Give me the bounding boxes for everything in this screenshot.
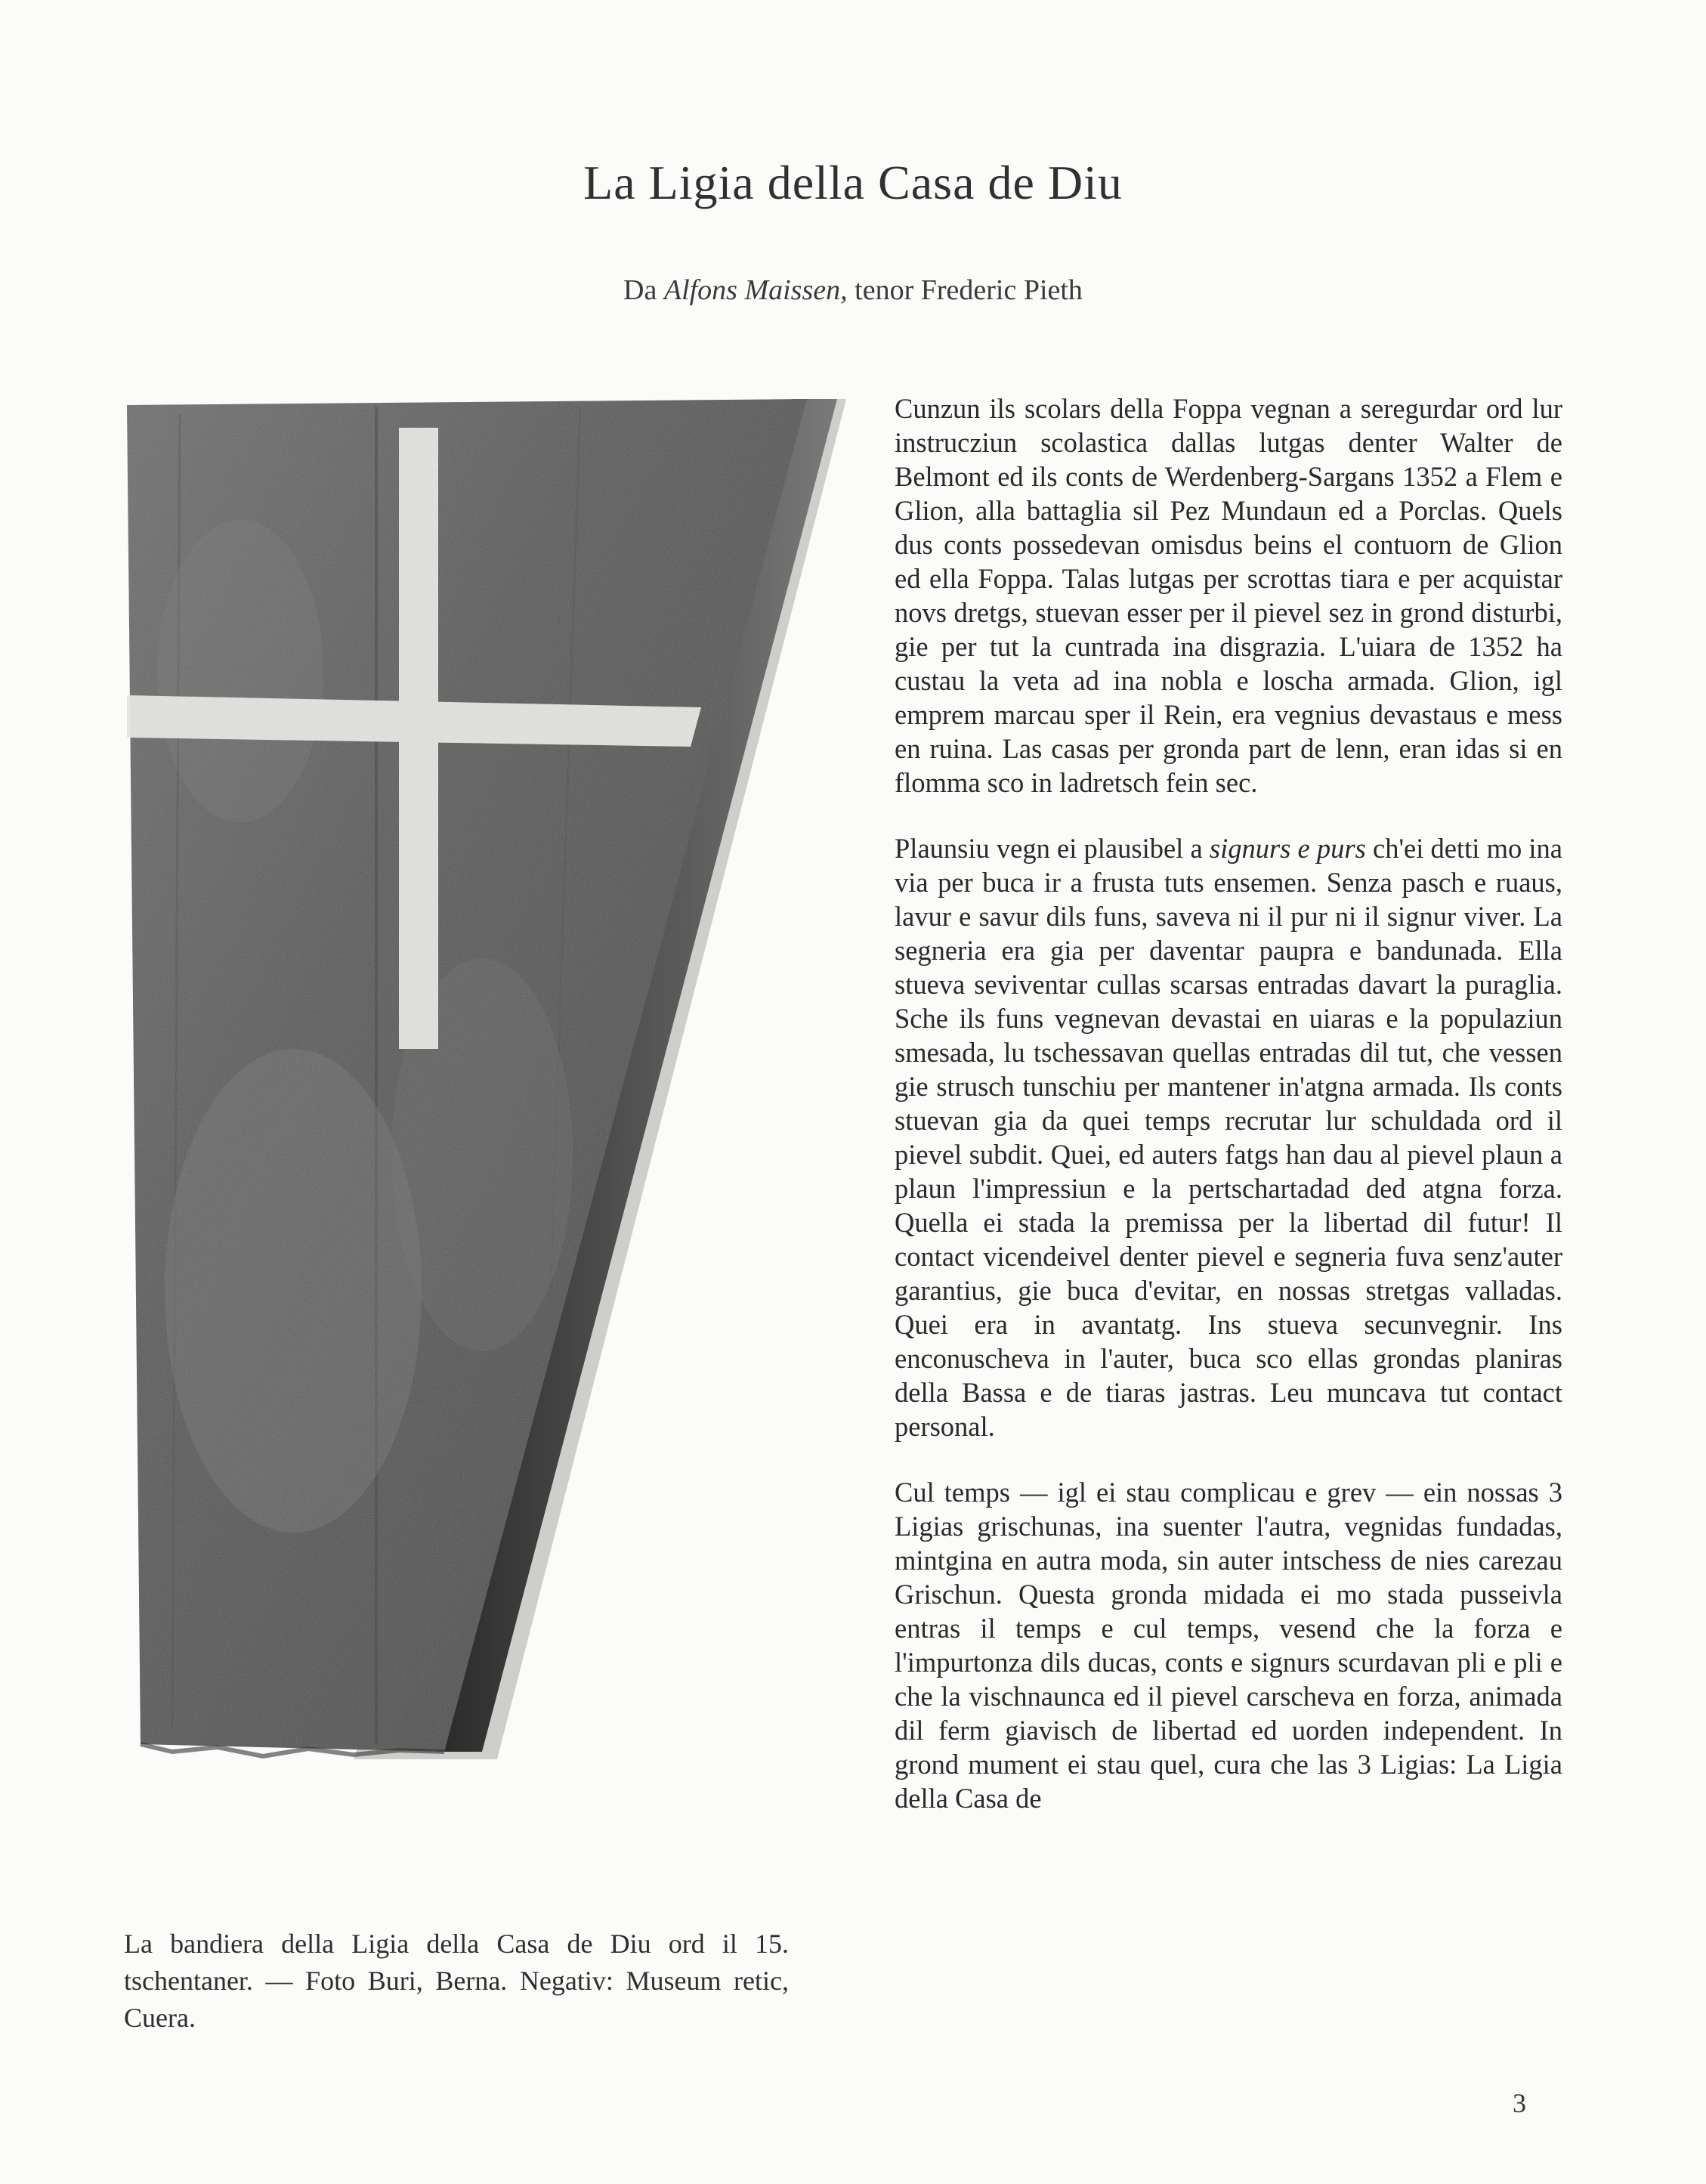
paragraph <box>895 1475 1562 1815</box>
article-body <box>895 391 1562 1847</box>
page-number: 3 <box>1513 2088 1526 2118</box>
paragraph-emphasis: signurs e purs <box>1209 833 1366 864</box>
paragraph-text: Cul temps — igl ei stau complicau e grev — ein nossas 3 Ligias grischunas, ina suenter l'autra, vegnidas fundadas, mintgina en autra moda, sin auter intschess de nies carezau Grischun. Questa gronda midada ei mo stada pusseivla entras il temps e cul temps, vesend che la forza e l'impurtonza dils ducas, conts e signurs scurdavan pli e pli e che la vischnaunca ed il pievel carscheva en forza, animada dil ferm giavisch de libertad ed uorden independent. In grond mument ei stau quel, cura che las 3 Ligias: La Ligia della Casa de <box>895 1477 1562 1814</box>
paragraph-text: ch'ei detti mo ina via per buca ir a frusta tuts ensemen. Senza pasch e ruaus, lavur e savur dils funs, saveva ni il pur ni il signur viver. La segneria era gia per daventar paupra e bandunada. Ella stueva seviventar cullas scarsas entradas davart la puraglia. Sche ils funs vegnevan devastai en uiaras e la populaziun smesada, lu tschessavan quellas entradas dil tut, che vessen gie strusch tunschiu per mantener in'atgna armada. Ils conts stuevan gia da quei temps recrutar lur schuldada ord il pievel subdit. Quei, ed auters fatgs han dau al pievel plaun a plaun l'impressiun e la pertschartadad ded atgna forza. Quella ei stada la premissa per la libertad dil futur! Il contact vicendeivel denter pievel e segneria fuva senz'auter garantius, gie buca d'evitar, en nossas stretgas valladas. Quei era in avantatg. Ins stueva secunvegnir. Ins enconuscheva in l'auter, buca sco ellas grondas planiras della Bassa e de tiaras jastras. Leu muncava tut contact personal. <box>895 833 1562 1442</box>
paragraph <box>895 831 1562 1443</box>
flag-photograph <box>127 399 860 1759</box>
byline-prefix: Da <box>623 274 664 306</box>
figure-caption: La bandiera della Ligia della Casa de Diu ord il 15. tschentaner. — Foto Buri, Berna. Negativ: Museum retic, Cuera. <box>124 1929 789 2033</box>
paragraph <box>895 391 1562 800</box>
paragraph-text: Plaunsiu vegn ei plausibel a <box>895 833 1210 864</box>
byline <box>0 274 1706 307</box>
flag-with-cross-icon <box>127 399 860 1759</box>
paragraph-text: Cunzun ils scolars della Foppa vegnan a seregurdar ord lur instrucziun scolastica dallas lutgas denter Walter de Belmont ed ils conts de Werdenberg-Sargans 1352 a Flem e Glion, alla battaglia sil Pez Mundaun ed a Porclas. Quels dus conts possedevan omisdus beins el contuorn de Glion ed ella Foppa. Talas lutgas per scrottas tiara e per acquistar novs dretgs, stuevan esser per il pievel sez in grond disturbi, gie per tut la cuntrada ina disgrazia. L'uiara de 1352 ha custau la veta ad ina nobla e loscha armada. Glion, igl emprem marcau sper il Rein, era vegnius devastaus e mess en ruina. Las casas per gronda part de lenn, eran idas si en flomma sco in ladretsch fein sec. <box>895 393 1562 798</box>
byline-author: Alfons Maissen, <box>663 274 848 306</box>
article-title: La Ligia della Casa de Diu <box>583 156 1123 209</box>
byline-suffix: tenor Frederic Pieth <box>847 274 1083 306</box>
